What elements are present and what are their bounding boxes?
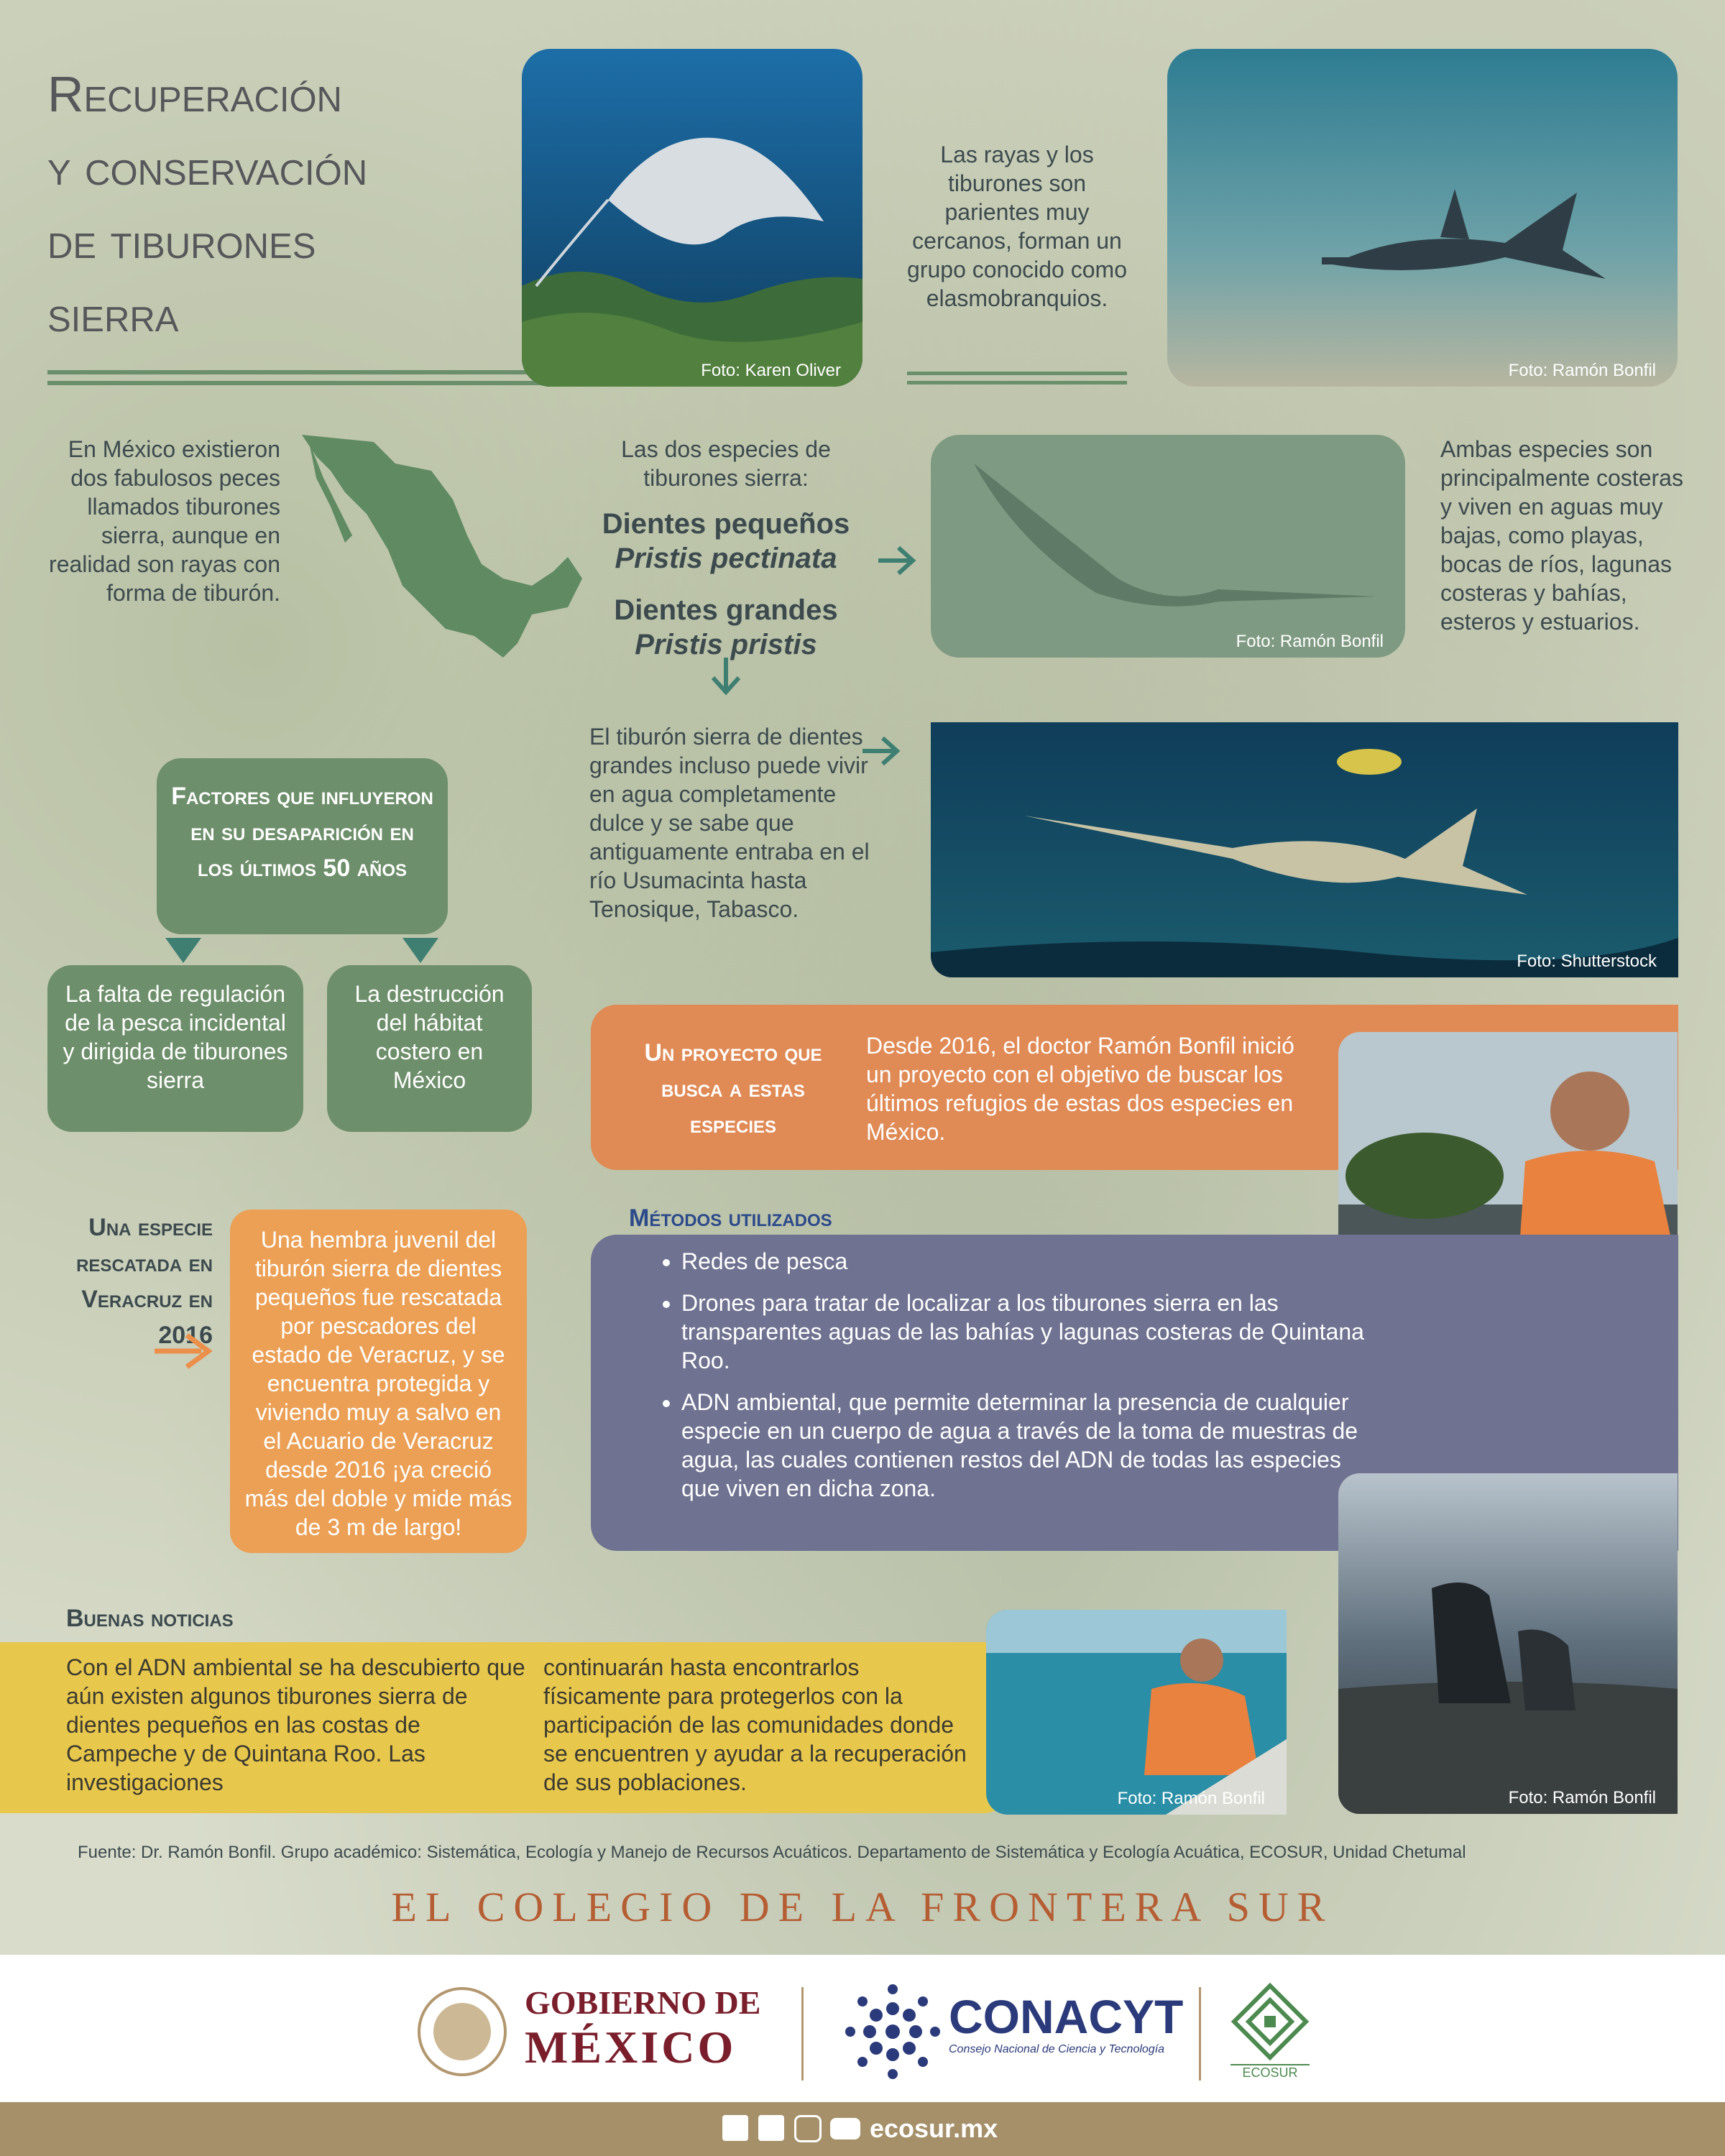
conacyt-logo-text: CONACYT Consejo Nacional de Ciencia y Tecnología (949, 1990, 1184, 2055)
good-news-right: continuarán hasta encontrarlos físicamente para protegerlos con la participación de las comunidades donde se encuentren y ayudar a la recuperación de sus poblaciones. (543, 1654, 967, 1795)
good-news-title: Buenas noticias (66, 1605, 234, 1632)
methods-list (631, 1247, 1371, 1516)
photo-credit: Foto: Ramón Bonfil (1117, 1789, 1265, 1808)
photo-sawfish-aquarium (931, 722, 1678, 977)
eagle-ray-image (522, 49, 862, 387)
photo-credit: Foto: Karen Oliver (701, 361, 841, 380)
facebook-icon[interactable] (722, 2115, 748, 2141)
methods-title: Métodos utilizados (629, 1204, 832, 1232)
intro-rule-top (907, 372, 1127, 375)
mexico-map-icon (288, 428, 589, 665)
arrow-right-icon (155, 1330, 219, 1373)
water-sample-image (986, 1610, 1287, 1815)
photo-credit: Foto: Ramón Bonfil (1236, 632, 1384, 651)
photo-credit: Foto: Shutterstock (1517, 952, 1657, 971)
gobierno-logo-text: GOBIERNO DE MÉXICO (525, 1984, 761, 2073)
title-rule-bottom (47, 381, 543, 385)
hammerhead-image (1167, 49, 1678, 387)
photo-water-sample (986, 1610, 1287, 1815)
project-text: Desde 2016, el doctor Ramón Bonfil inició un proyecto con el objetivo de buscar los últimos refugios de estas dos especies en México. (866, 1033, 1294, 1145)
conacyt-logo (845, 1984, 942, 2081)
sawfish-sand-image (931, 435, 1405, 658)
social-bar (0, 2102, 1725, 2156)
boat-net-image (1338, 1473, 1678, 1814)
twitter-icon[interactable] (758, 2115, 784, 2141)
instagram-icon[interactable] (794, 2115, 822, 2142)
ecosur-logo (1230, 1982, 1310, 2061)
good-news-left: Con el ADN ambiental se ha descubierto que aún existen algunos tiburones sierra de dientes pequeños en las costas de Campeche y de Quintana Roo. Las investigaciones (66, 1654, 525, 1795)
factor-regulation: La falta de regulación de la pesca incidental y dirigida de tiburones sierra (47, 965, 303, 1132)
factor-habitat: La destrucción del hábitat costero en México (327, 965, 532, 1132)
photo-eagle-ray (522, 49, 862, 387)
sawfish-aquarium-image (931, 722, 1678, 977)
species-small-teeth: Dientes pequeños Pristis pectinata (602, 508, 850, 574)
project-title: Un proyecto que busca a estas especies (644, 1039, 822, 1138)
freshwater-text: El tiburón sierra de dientes grandes incluso puede vivir en agua completamente dulce y se sabe que antiguamente entraba en el río Usumacinta hasta Tenosique, Tabasco. (589, 724, 870, 922)
species-intro: Las dos especies de tiburones sierra: (621, 436, 831, 491)
photo-hammerhead (1167, 49, 1678, 387)
website-link[interactable]: ecosur.mx (870, 2114, 998, 2143)
ecosur-logo-text: ECOSUR (1230, 2064, 1310, 2081)
footer-logos (0, 1955, 1725, 2102)
photo-credit: Foto: Ramón Bonfil (1508, 361, 1656, 380)
rescued-box: Una hembra juvenil del tiburón sierra de dientes pequeños fue rescatada por pescadores del estado de Veracruz, y se encuentra protegida y viviendo muy a salvo en el Acuario de Veracruz desde 2016 ¡ya creció más del doble y mide más de 3 m de largo! (230, 1210, 527, 1553)
source-citation: Fuente: Dr. Ramón Bonfil. Grupo académico: Sistemática, Ecología y Manejo de Recursos Acuáticos. Departamento de Sistemática y Ecología Acuática, ECOSUR, Unidad Chetumal (78, 1843, 1466, 1862)
coastal-text: Ambas especies son principalmente costeras y viven en aguas muy bajas, como playas, bocas de ríos, lagunas costeras y bahías, esteros y estuarios. (1440, 436, 1683, 635)
photo-sawfish-small-teeth (931, 435, 1405, 658)
photo-boat-net (1338, 1473, 1678, 1814)
photo-credit: Foto: Ramón Bonfil (1508, 1788, 1656, 1807)
logo-divider (801, 1987, 804, 2081)
intro-rule-bottom (907, 381, 1127, 384)
arrow-down-icon (704, 658, 748, 701)
mexico-seal-logo (415, 1985, 509, 2078)
mexico-text: En México existieron dos fabulosos peces llamados tiburones sierra, aunque en realidad son rayas con forma de tiburón. (49, 436, 280, 606)
factors-box: Factores que influyeron en su desaparición en los últimos 50 años (157, 758, 448, 934)
page-title: Recuperación y conservación de tiburones sierra (47, 66, 368, 342)
title-rule-top (47, 370, 543, 374)
logo-divider (1199, 1987, 1201, 2081)
species-large-teeth: Dientes grandes Pristis pristis (614, 594, 838, 660)
institution-name: EL COLEGIO DE LA FRONTERA SUR (391, 1884, 1334, 1930)
method-item: • ADN ambiental, que permite determinar la presencia de cualquier especie en un cuerpo de agua a través de la toma de muestras de agua, las cuales contienen restos del ADN de todas las especies que viven en dicha zona. (681, 1388, 1371, 1503)
intro-text: Las rayas y los tiburones son parientes muy cercanos, forman un grupo conocido como elasmobranquios. (907, 142, 1127, 311)
youtube-icon[interactable] (830, 2118, 860, 2139)
arrow-right-icon (878, 539, 921, 582)
rescued-title: Una especie rescatada en Veracruz en 2016 (76, 1214, 213, 1349)
method-item: • Redes de pesca (681, 1247, 1371, 1276)
method-item: • Drones para tratar de localizar a los tiburones sierra en las transparentes aguas de las bahías y lagunas costeras de Quintana Roo. (681, 1289, 1371, 1375)
